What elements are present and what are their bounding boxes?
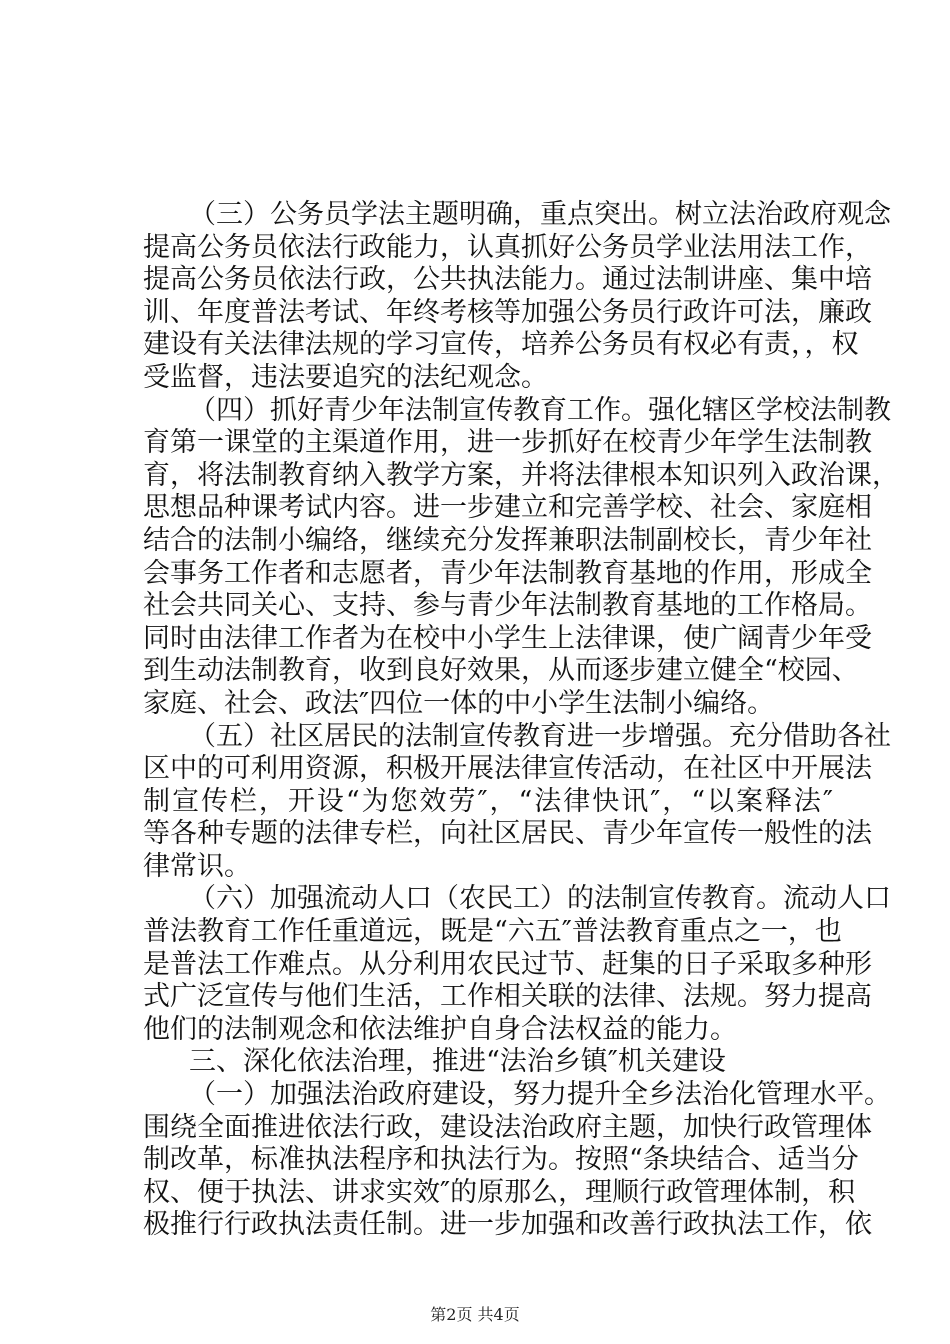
paragraph-section3-1: [143, 1079, 891, 1242]
paragraph-line: 他们的法制观念和依法维护自身合法权益的能力。: [143, 1013, 737, 1045]
page-footer: 第2页 共4页: [430, 1305, 520, 1324]
paragraph-line: 制改革，标准执法程序和执法行为。按照“条块结合、适当分: [143, 1144, 859, 1176]
paragraph-line: 训、年度普法考试、年终考核等加强公务员行政许可法，廉政: [143, 296, 872, 328]
paragraph-line: 结合的法制小编络，继续充分发挥兼职法制副校长，青少年社: [143, 524, 872, 556]
paragraph-line: 思想品种课考试内容。进一步建立和完善学校、社会、家庭相: [143, 492, 872, 524]
paragraph-line: （五）社区居民的法制宣传教育进一步增强。充分借助各社: [189, 720, 891, 752]
paragraph-line: 区中的可利用资源，积极开展法律宣传活动，在社区中开展法: [143, 753, 872, 785]
paragraph-line: 会事务工作者和志愿者，青少年法制教育基地的作用，形成全: [143, 557, 872, 589]
paragraph-line: （三）公务员学法主题明确，重点突出。树立法治政府观念: [189, 199, 891, 230]
paragraph-4: [143, 394, 899, 721]
paragraph-line: 等各种专题的法律专栏，向社区居民、青少年宣传一般性的法: [143, 818, 872, 850]
paragraph-line: 提高公务员依法行政能力，认真抓好公务员学业法用法工作，: [143, 231, 872, 263]
paragraph-6: [143, 883, 891, 1046]
paragraph-line: 普法教育工作任重道远，既是“六五″普法教育重点之一，也: [143, 916, 842, 948]
paragraph-line: 围绕全面推进依法行政，建设法治政府主题，加快行政管理体: [143, 1111, 872, 1143]
paragraph-line: 社会共同关心、支持、参与青少年法制教育基地的工作格局。: [143, 590, 872, 622]
paragraph-line: （一）加强法治政府建设，努力提升全乡法治化管理水平。: [189, 1079, 891, 1111]
paragraph-line: 制宣传栏，开设“为您效劳″，“法律快讯″，“以案释法″: [143, 785, 833, 817]
paragraph-line: 育第一课堂的主渠道作用，进一步抓好在校青少年学生法制教: [143, 427, 872, 459]
paragraph-line: 是普法工作难点。从分利用农民过节、赶集的日子采取多种形: [143, 948, 872, 980]
paragraph-line: 律常识。: [143, 850, 251, 882]
paragraph-line: 同时由法律工作者为在校中小学生上法律课，使广阔青少年受: [143, 622, 872, 654]
paragraph-line: 到生动法制教育，收到良好效果，从而逐步建立健全“校园、: [143, 655, 859, 687]
paragraph-line: 提高公务员依法行政，公共执法能力。通过法制讲座、集中培: [143, 264, 872, 296]
paragraph-line: （六）加强流动人口（农民工）的法制宣传教育。流动人口: [189, 883, 891, 915]
paragraph-line: 家庭、社会、政法″四位一体的中小学生法制小编络。: [143, 687, 775, 719]
paragraph-line: 育，将法制教育纳入教学方案，并将法律根本知识列入政治课，: [143, 459, 899, 491]
section-heading: [143, 1046, 833, 1079]
paragraph-line: 权、便于执法、讲求实效″的原那么，理顺行政管理体制，积: [143, 1176, 856, 1208]
paragraph-line: 建设有关法律法规的学习宣传，培养公务员有权必有责，，权: [143, 329, 859, 361]
document-body: [143, 199, 899, 1242]
paragraph-line: 极推行行政执法责任制。进一步加强和改善行政执法工作，依: [143, 1209, 872, 1241]
paragraph-3: [143, 199, 891, 395]
paragraph-line: 式广泛宣传与他们生活，工作相关联的法律、法规。努力提高: [143, 981, 872, 1013]
paragraph-5: [143, 720, 891, 884]
section-heading-line: 三、深化依法治理，推进“法治乡镇″机关建设: [189, 1046, 726, 1078]
paragraph-line: （四）抓好青少年法制宣传教育工作。强化辖区学校法制教: [189, 394, 891, 426]
paragraph-line: 受监督，违法要追究的法纪观念。: [143, 361, 548, 393]
